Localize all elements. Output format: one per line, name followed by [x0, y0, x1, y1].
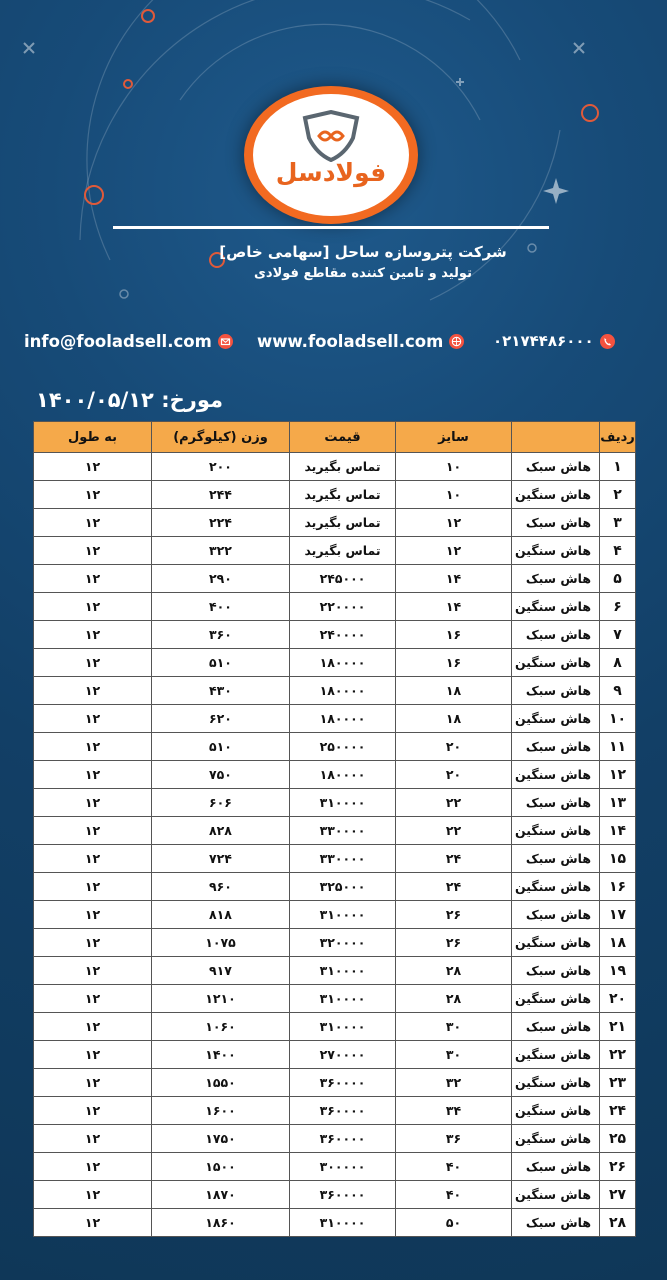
cell-price: ۲۵۰۰۰۰ — [290, 733, 396, 761]
cell-size: ۱۶ — [396, 621, 512, 649]
cell-product-name: هاش سنگین — [512, 1041, 600, 1069]
divider-line — [113, 226, 549, 229]
cell-length: ۱۲ — [34, 789, 152, 817]
cell-weight: ۷۵۰ — [152, 761, 290, 789]
cell-length: ۱۲ — [34, 817, 152, 845]
cell-length: ۱۲ — [34, 845, 152, 873]
price-table — [33, 421, 636, 1237]
cell-price: ۳۰۰۰۰۰ — [290, 1153, 396, 1181]
cell-length: ۱۲ — [34, 929, 152, 957]
cell-product-name: هاش سنگین — [512, 537, 600, 565]
cell-product-name: هاش سبک — [512, 565, 600, 593]
cell-price: ۳۶۰۰۰۰ — [290, 1097, 396, 1125]
cell-size: ۲۲ — [396, 789, 512, 817]
cell-weight: ۳۶۰ — [152, 621, 290, 649]
cell-row-number: ۲۰ — [600, 985, 636, 1013]
cell-row-number: ۲۱ — [600, 1013, 636, 1041]
cell-size: ۲۶ — [396, 929, 512, 957]
table-row — [34, 1041, 636, 1069]
table-row — [34, 985, 636, 1013]
cell-price: ۱۸۰۰۰۰ — [290, 649, 396, 677]
contact-website[interactable] — [257, 330, 464, 352]
cell-size: ۱۸ — [396, 677, 512, 705]
company-name: شرکت پتروسازه ساحل [سهامی خاص] — [219, 243, 507, 261]
cell-length: ۱۲ — [34, 901, 152, 929]
cell-row-number: ۱۰ — [600, 705, 636, 733]
cell-weight: ۷۲۴ — [152, 845, 290, 873]
cell-size: ۲۴ — [396, 873, 512, 901]
cell-row-number: ۲۶ — [600, 1153, 636, 1181]
cell-price: ۱۸۰۰۰۰ — [290, 677, 396, 705]
cell-product-name: هاش سبک — [512, 1013, 600, 1041]
cell-product-name: هاش سنگین — [512, 761, 600, 789]
cell-price: تماس بگیرید — [290, 481, 396, 509]
table-row — [34, 537, 636, 565]
cell-product-name: هاش سنگین — [512, 1181, 600, 1209]
cell-length: ۱۲ — [34, 1013, 152, 1041]
cell-row-number: ۹ — [600, 677, 636, 705]
cell-weight: ۸۱۸ — [152, 901, 290, 929]
table-row — [34, 509, 636, 537]
cell-row-number: ۲۵ — [600, 1125, 636, 1153]
cell-length: ۱۲ — [34, 565, 152, 593]
cell-row-number: ۱۹ — [600, 957, 636, 985]
cell-size: ۳۶ — [396, 1125, 512, 1153]
table-row — [34, 1069, 636, 1097]
table-row — [34, 677, 636, 705]
cell-row-number: ۱۱ — [600, 733, 636, 761]
cell-product-name: هاش سبک — [512, 957, 600, 985]
cell-product-name: هاش سنگین — [512, 817, 600, 845]
cell-price: تماس بگیرید — [290, 537, 396, 565]
table-row — [34, 761, 636, 789]
table-row — [34, 1209, 636, 1237]
cell-row-number: ۳ — [600, 509, 636, 537]
table-row — [34, 1153, 636, 1181]
table-body — [34, 453, 636, 1237]
cell-product-name: هاش سنگین — [512, 481, 600, 509]
cell-weight: ۶۰۶ — [152, 789, 290, 817]
cell-length: ۱۲ — [34, 1069, 152, 1097]
cell-size: ۴۰ — [396, 1153, 512, 1181]
table-row — [34, 957, 636, 985]
table-row — [34, 1181, 636, 1209]
website-text[interactable]: www.fooladsell.com — [257, 331, 444, 351]
table-row — [34, 705, 636, 733]
cell-product-name: هاش سنگین — [512, 1097, 600, 1125]
cell-size: ۲۴ — [396, 845, 512, 873]
cell-price: ۳۱۰۰۰۰ — [290, 1209, 396, 1237]
cell-row-number: ۱ — [600, 453, 636, 481]
table-row — [34, 621, 636, 649]
cell-size: ۱۲ — [396, 509, 512, 537]
cell-price: ۳۲۵۰۰۰ — [290, 873, 396, 901]
cell-product-name: هاش سبک — [512, 733, 600, 761]
cell-weight: ۴۳۰ — [152, 677, 290, 705]
cell-price: ۳۱۰۰۰۰ — [290, 957, 396, 985]
contact-phone[interactable] — [493, 330, 615, 352]
cell-row-number: ۴ — [600, 537, 636, 565]
cell-weight: ۱۷۵۰ — [152, 1125, 290, 1153]
cell-weight: ۲۲۴ — [152, 509, 290, 537]
header-weight: وزن (کیلوگرم) — [152, 422, 290, 453]
table-row — [34, 649, 636, 677]
table-row — [34, 565, 636, 593]
brand-logo — [244, 86, 418, 224]
cell-product-name: هاش سنگین — [512, 929, 600, 957]
cell-weight: ۲۰۰ — [152, 453, 290, 481]
cell-price: ۲۴۵۰۰۰ — [290, 565, 396, 593]
table-row — [34, 1125, 636, 1153]
cell-product-name: هاش سنگین — [512, 985, 600, 1013]
cell-product-name: هاش سنگین — [512, 1069, 600, 1097]
cell-weight: ۵۱۰ — [152, 733, 290, 761]
cell-price: ۱۸۰۰۰۰ — [290, 705, 396, 733]
cell-size: ۲۸ — [396, 985, 512, 1013]
cell-price: ۲۴۰۰۰۰ — [290, 621, 396, 649]
cell-weight: ۸۲۸ — [152, 817, 290, 845]
cell-length: ۱۲ — [34, 705, 152, 733]
cell-product-name: هاش سبک — [512, 677, 600, 705]
mail-icon — [218, 334, 233, 349]
cell-weight: ۲۴۴ — [152, 481, 290, 509]
cell-price: ۲۲۰۰۰۰ — [290, 593, 396, 621]
table-row — [34, 789, 636, 817]
table-row — [34, 845, 636, 873]
cell-weight: ۱۸۶۰ — [152, 1209, 290, 1237]
cell-size: ۱۶ — [396, 649, 512, 677]
cell-weight: ۱۰۶۰ — [152, 1013, 290, 1041]
table-row — [34, 817, 636, 845]
cell-length: ۱۲ — [34, 1041, 152, 1069]
cell-row-number: ۵ — [600, 565, 636, 593]
cell-product-name: هاش سبک — [512, 621, 600, 649]
cell-length: ۱۲ — [34, 1097, 152, 1125]
cell-price: ۳۳۰۰۰۰ — [290, 817, 396, 845]
cell-weight: ۴۰۰ — [152, 593, 290, 621]
cell-weight: ۱۵۰۰ — [152, 1153, 290, 1181]
cell-row-number: ۲ — [600, 481, 636, 509]
cell-weight: ۱۴۰۰ — [152, 1041, 290, 1069]
table-row — [34, 1013, 636, 1041]
cell-size: ۱۰ — [396, 453, 512, 481]
contact-email[interactable] — [24, 330, 233, 352]
cell-length: ۱۲ — [34, 509, 152, 537]
cell-product-name: هاش سبک — [512, 1153, 600, 1181]
cell-length: ۱۲ — [34, 985, 152, 1013]
cell-row-number: ۱۲ — [600, 761, 636, 789]
table-row — [34, 929, 636, 957]
cell-length: ۱۲ — [34, 1125, 152, 1153]
table-row — [34, 733, 636, 761]
header-size: سایز — [396, 422, 512, 453]
cell-size: ۳۴ — [396, 1097, 512, 1125]
cell-row-number: ۱۸ — [600, 929, 636, 957]
cell-row-number: ۲۸ — [600, 1209, 636, 1237]
cell-size: ۱۰ — [396, 481, 512, 509]
cell-weight: ۶۲۰ — [152, 705, 290, 733]
cell-product-name: هاش سبک — [512, 1209, 600, 1237]
cell-row-number: ۱۴ — [600, 817, 636, 845]
cell-price: ۳۶۰۰۰۰ — [290, 1125, 396, 1153]
cell-row-number: ۷ — [600, 621, 636, 649]
header-row-number: ردیف — [600, 422, 636, 453]
cell-product-name: هاش سبک — [512, 845, 600, 873]
cell-length: ۱۲ — [34, 481, 152, 509]
table-row — [34, 593, 636, 621]
cell-product-name: هاش سنگین — [512, 873, 600, 901]
cell-price: ۳۱۰۰۰۰ — [290, 1013, 396, 1041]
cell-length: ۱۲ — [34, 453, 152, 481]
cell-weight: ۹۶۰ — [152, 873, 290, 901]
cell-length: ۱۲ — [34, 649, 152, 677]
cell-weight: ۵۱۰ — [152, 649, 290, 677]
cell-size: ۵۰ — [396, 1209, 512, 1237]
cell-price: ۳۶۰۰۰۰ — [290, 1069, 396, 1097]
cell-price: ۳۶۰۰۰۰ — [290, 1181, 396, 1209]
cell-length: ۱۲ — [34, 593, 152, 621]
table-row — [34, 901, 636, 929]
cell-length: ۱۲ — [34, 873, 152, 901]
company-tagline: تولید و تامین کننده مقاطع فولادی — [254, 266, 472, 281]
cell-size: ۱۴ — [396, 593, 512, 621]
cell-size: ۲۸ — [396, 957, 512, 985]
cell-price: ۳۱۰۰۰۰ — [290, 789, 396, 817]
cell-row-number: ۸ — [600, 649, 636, 677]
cell-weight: ۱۵۵۰ — [152, 1069, 290, 1097]
table-row — [34, 481, 636, 509]
cell-price: ۳۱۰۰۰۰ — [290, 985, 396, 1013]
cell-size: ۱۴ — [396, 565, 512, 593]
cell-weight: ۳۲۲ — [152, 537, 290, 565]
cell-length: ۱۲ — [34, 1209, 152, 1237]
cell-product-name: هاش سبک — [512, 789, 600, 817]
cell-length: ۱۲ — [34, 621, 152, 649]
cell-length: ۱۲ — [34, 733, 152, 761]
cell-row-number: ۱۶ — [600, 873, 636, 901]
email-text[interactable]: info@fooladsell.com — [24, 331, 212, 351]
phone-text[interactable]: ۰۲۱۷۴۴۸۶۰۰۰ — [493, 332, 594, 350]
cell-row-number: ۱۳ — [600, 789, 636, 817]
cell-weight: ۲۹۰ — [152, 565, 290, 593]
header-price: قیمت — [290, 422, 396, 453]
price-table-container — [33, 421, 635, 1233]
cell-row-number: ۱۵ — [600, 845, 636, 873]
cell-price: ۳۱۰۰۰۰ — [290, 901, 396, 929]
header-name — [512, 422, 600, 453]
cell-length: ۱۲ — [34, 1181, 152, 1209]
cell-length: ۱۲ — [34, 677, 152, 705]
table-row — [34, 453, 636, 481]
cell-row-number: ۲۷ — [600, 1181, 636, 1209]
cell-size: ۱۲ — [396, 537, 512, 565]
cell-price: تماس بگیرید — [290, 453, 396, 481]
cell-length: ۱۲ — [34, 1153, 152, 1181]
cell-size: ۱۸ — [396, 705, 512, 733]
table-row — [34, 1097, 636, 1125]
cell-weight: ۱۶۰۰ — [152, 1097, 290, 1125]
logo-disc — [253, 94, 409, 216]
cell-row-number: ۱۷ — [600, 901, 636, 929]
cell-length: ۱۲ — [34, 761, 152, 789]
cell-price: ۳۳۰۰۰۰ — [290, 845, 396, 873]
cell-price: تماس بگیرید — [290, 509, 396, 537]
cell-weight: ۹۱۷ — [152, 957, 290, 985]
cell-product-name: هاش سبک — [512, 901, 600, 929]
phone-icon — [600, 334, 615, 349]
cell-size: ۳۲ — [396, 1069, 512, 1097]
cell-size: ۴۰ — [396, 1181, 512, 1209]
globe-icon — [449, 334, 464, 349]
cell-price: ۳۲۰۰۰۰ — [290, 929, 396, 957]
cell-size: ۳۰ — [396, 1041, 512, 1069]
cell-product-name: هاش سبک — [512, 509, 600, 537]
cell-product-name: هاش سنگین — [512, 705, 600, 733]
cell-size: ۲۶ — [396, 901, 512, 929]
cell-length: ۱۲ — [34, 957, 152, 985]
table-row — [34, 873, 636, 901]
cell-product-name: هاش سنگین — [512, 649, 600, 677]
logo-wordmark: فولادسل — [275, 158, 387, 187]
cell-length: ۱۲ — [34, 537, 152, 565]
cell-weight: ۱۲۱۰ — [152, 985, 290, 1013]
cell-row-number: ۲۲ — [600, 1041, 636, 1069]
cell-product-name: هاش سبک — [512, 453, 600, 481]
header-length: به طول — [34, 422, 152, 453]
cell-size: ۳۰ — [396, 1013, 512, 1041]
cell-price: ۱۸۰۰۰۰ — [290, 761, 396, 789]
cell-size: ۲۲ — [396, 817, 512, 845]
table-header-row — [34, 422, 636, 453]
cell-product-name: هاش سنگین — [512, 593, 600, 621]
cell-price: ۲۷۰۰۰۰ — [290, 1041, 396, 1069]
date-line: مورخ: ۱۴۰۰/۰۵/۱۲ — [36, 388, 223, 412]
cell-size: ۲۰ — [396, 733, 512, 761]
cell-row-number: ۲۳ — [600, 1069, 636, 1097]
cell-row-number: ۶ — [600, 593, 636, 621]
cell-weight: ۱۸۷۰ — [152, 1181, 290, 1209]
cell-row-number: ۲۴ — [600, 1097, 636, 1125]
cell-weight: ۱۰۷۵ — [152, 929, 290, 957]
cell-size: ۲۰ — [396, 761, 512, 789]
cell-product-name: هاش سنگین — [512, 1125, 600, 1153]
